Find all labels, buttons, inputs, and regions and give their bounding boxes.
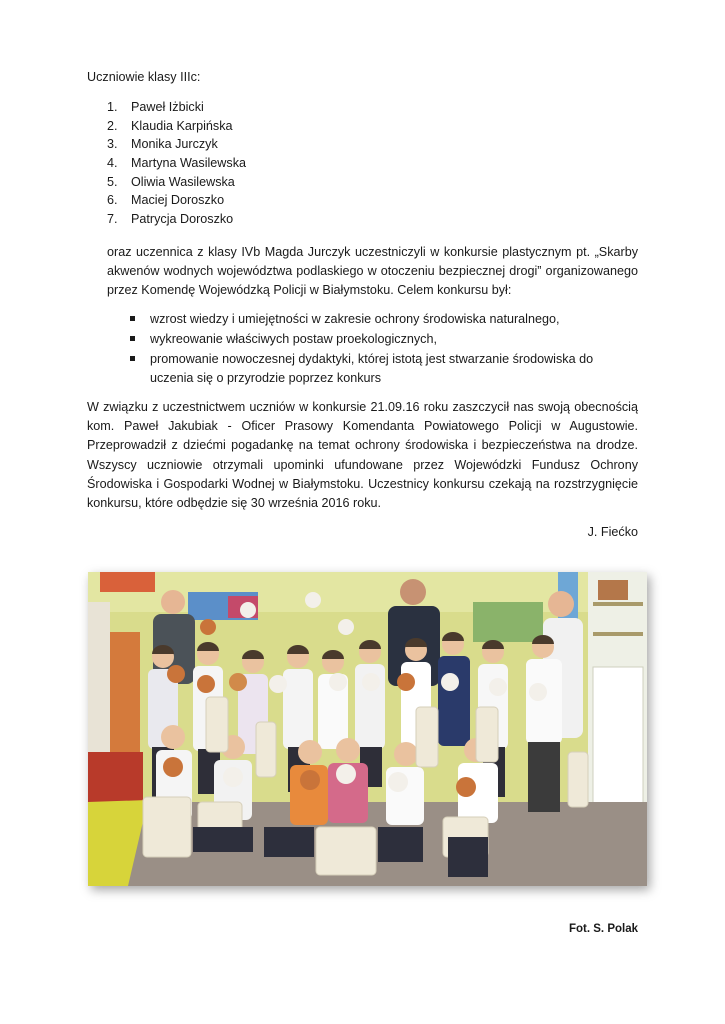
goal-item [130,350,638,388]
contest-goals-list [130,310,638,389]
goal-text: wzrost wiedzy i umiejętności w zakresie ochrony środowiska naturalnego, [150,312,560,326]
group-photo-illustration [88,572,647,886]
class-heading: Uczniowie klasy IIIc: [87,70,201,84]
list-item [107,210,246,229]
list-item [107,98,246,117]
goal-item [130,310,638,329]
list-number: 4. [107,156,118,171]
list-number: 1. [107,100,118,114]
list-number: 7. [107,212,118,227]
square-bullet-icon [130,316,135,321]
list-item [107,135,246,154]
goal-text: wykreowanie właściwych postaw proekologicznych, [150,332,437,346]
square-bullet-icon [130,336,135,341]
student-name: Klaudia Karpińska [131,118,233,133]
list-number: 5. [107,174,118,189]
student-name: Maciej Doroszko [131,193,225,208]
list-item [107,191,246,210]
goal-item [130,330,638,349]
list-item [107,117,246,136]
list-number: 3. [107,137,118,152]
list-item [107,173,246,192]
student-name: Monika Jurczyk [131,137,218,152]
photo-credit: Fot. S. Polak [568,923,638,935]
list-number: 2. [107,118,118,133]
student-name: Oliwia Wasilewska [131,174,235,189]
visit-paragraph: W związku z uczestnictwem uczniów w konkursie 21.09.16 roku zaszczycił nas swoją obecnością kom. Paweł Jakubiak - Oficer Prasowy Komendanta Powiatowego Policji w Augustowie. Przeprowadził z dziećmi pogadankę na temat ochrony środowiska i bezpieczeństwa na drodze. Wszyscy uczniowie otrzymali upominki ufundowane przez Wojewódzki Fundusz Ochrony Środowiska i Gospodarki Wodnej w Białymstoku. Uczestnicy konkursu czekają na rozstrzygnięcie konkursu, które odbędzie się 30 września 2016 roku. [87,400,638,511]
student-name: Martyna Wasilewska [131,156,247,171]
contest-paragraph: oraz uczennica z klasy IVb Magda Jurczyk uczestniczyli w konkursie plastycznym pt. „Skarby akwenów wodnych województwa podlaskiego w otoczeniu bezpiecznej drogi” organizowanego przez Komendę Wojewódzką Policji w Białymstoku. Celem konkursu był: [107,245,638,297]
list-number: 6. [107,193,118,208]
group-photo [88,572,647,886]
student-name: Paweł Iżbicki [131,100,204,114]
list-item [107,154,246,173]
author-signature: J. Fiećko [587,525,638,539]
student-list [107,98,246,229]
square-bullet-icon [130,356,135,361]
goal-text: promowanie nowoczesnej dydaktyki, której istotą jest stwarzanie środowiska do uczenia się o przyrodzie poprzez konkurs [150,352,594,385]
student-name: Patrycja Doroszko [131,212,234,227]
